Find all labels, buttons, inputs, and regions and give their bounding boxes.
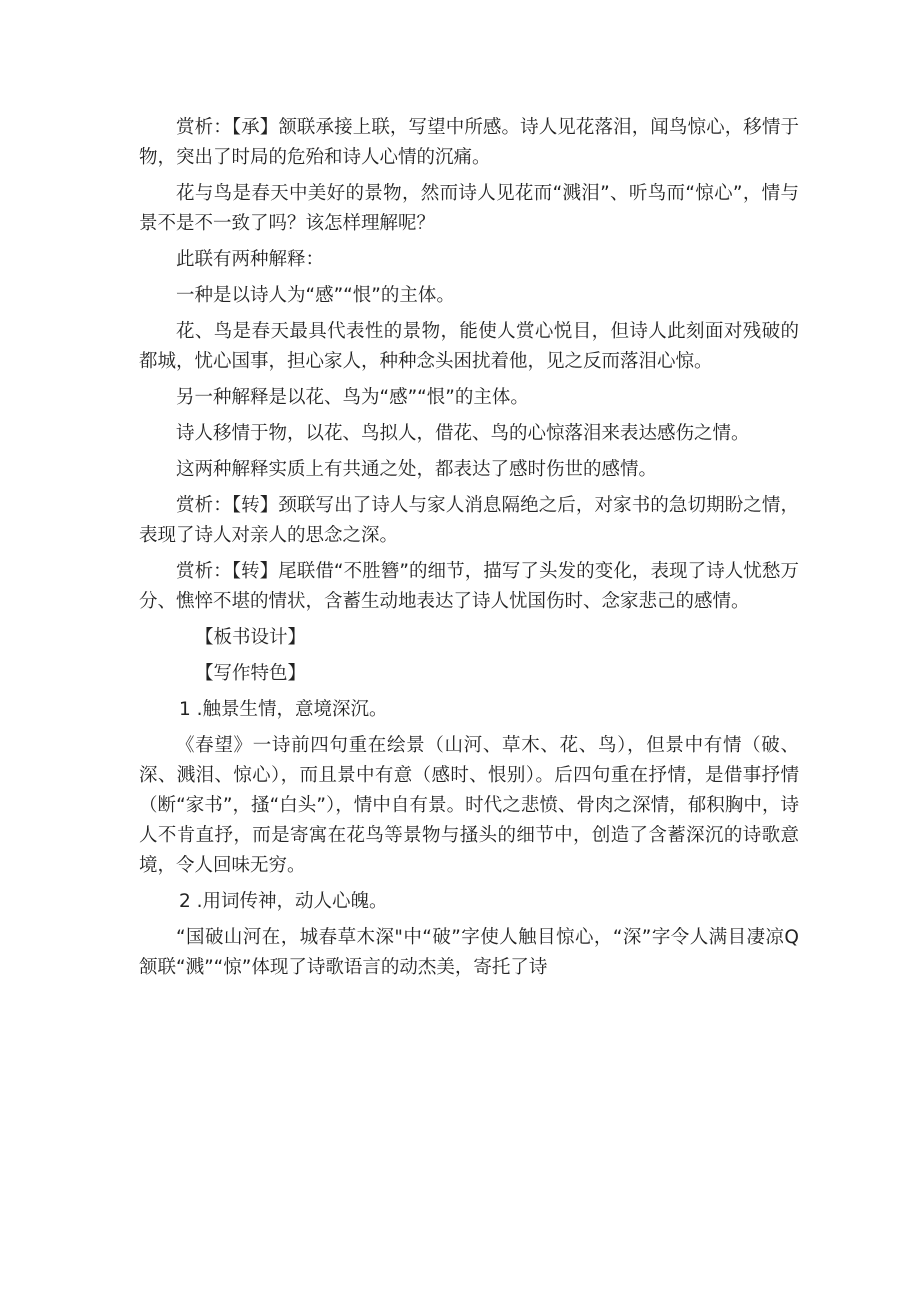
feature-item-1-title: 1 .触景生情，意境深沉。 [179, 699, 388, 720]
paragraph-interpretation-two: 另一种解释是以花、鸟为“感”“恨”的主体。 [176, 387, 529, 408]
paragraph-two-interpretations: 此联有两种解释： [176, 249, 325, 270]
heading-writing-features: 【写作特色】 [195, 663, 307, 684]
paragraph-interpretation-one: 一种是以诗人为“感”“恨”的主体。 [176, 285, 455, 306]
heading-board-design: 【板书设计】 [195, 627, 307, 648]
paragraph-common-ground: 这两种解释实质上有共通之处，都表达了感时伤世的感情。 [176, 459, 658, 480]
feature-item-1-text: 《春望》一诗前四句重在绘景（山河、草木、花、鸟），但景中有情（破、深、溅泪、惊心），而且景中有意（感时、恨别）。后四句重在抒情，是借事抒情（断“家书”，搔“白头”），情中自有景。时代之悲愤、骨肉之深情，郁积胸中，诗人不肯直抒，而是寄寓在花鸟等景物与搔头的细节中，创造了含蓄深沉的诗歌意境，令人回味无穷。 [139, 735, 799, 876]
paragraph-interpretation-one-detail: 花、鸟是春天最具代表性的景物，能使人赏心悦目，但诗人此刻面对残破的都城，忧心国事，担心家人，种种念头困扰着他，见之反而落泪心惊。 [139, 321, 799, 372]
paragraph-interpretation-two-detail: 诗人移情于物，以花、鸟拟人，借花、鸟的心惊落泪来表达感伤之情。 [176, 423, 750, 444]
paragraph-analysis-zhuan-neck: 赏析：【转】颈联写出了诗人与家人消息隔绝之后，对家书的急切期盼之情，表现了诗人对亲人的思念之深。 [139, 495, 799, 546]
feature-item-2-title: 2 .用词传神，动人心魄。 [179, 891, 388, 912]
paragraph-question: 花与鸟是春天中美好的景物，然而诗人见花而“溅泪”、听鸟而“惊心”，情与景不是不一致了吗？该怎样理解呢？ [139, 183, 799, 234]
paragraph-analysis-zhuan-tail: 赏析：【转】尾联借“不胜簪”的细节，描写了头发的变化，表现了诗人忧愁万分、憔悴不堪的情状，含蓄生动地表达了诗人忧国伤时、念家悲己的感情。 [139, 561, 799, 612]
paragraph-analysis-cheng: 赏析：【承】颔联承接上联，写望中所感。诗人见花落泪，闻鸟惊心，移情于物，突出了时局的危殆和诗人心情的沉痛。 [139, 117, 799, 168]
feature-item-2-text: “国破山河在，城春草木深"中“破”字使人触目惊心，“深”字令人满目凄凉Q颔联“溅”“惊”体现了诗歌语言的动杰美，寄托了诗 [139, 927, 799, 978]
document-body [139, 113, 799, 989]
